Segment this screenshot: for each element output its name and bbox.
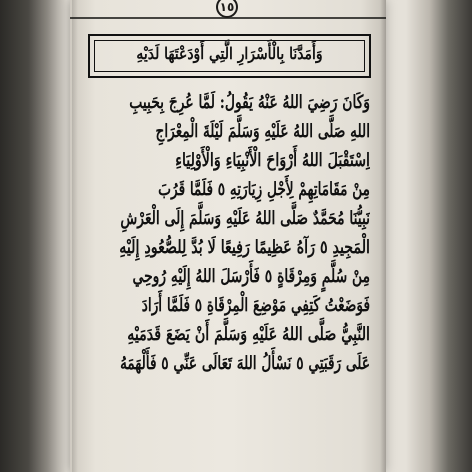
page-shadow-left (72, 0, 78, 472)
text-line-5: نَبِيُّنَا مُحَمَّدٌ صَلَّى اللهُ عَلَيْهِ وَسَلَّمَ إِلَى الْعَرْشِ (120, 208, 370, 229)
header-frame (88, 34, 371, 78)
text-line-4: مِنْ مَقَامَاتِهِمْ لِأَجْلِ زِيَارَتِهِ ٥ فَلَمَّا قَرُبَ (158, 179, 370, 200)
text-line-8: فَوَضَعْتُ كَتِفِي مَوْضِعَ الْمِرْقَاةِ ٥ فَلَمَّا أَرَادَ (141, 295, 370, 316)
text-line-7: مِنْ سُلَّمٍ وَمِرْقَاةٍ ٥ فَأَرْسَلَ اللهُ إِلَيْهِ رُوحِي (132, 266, 370, 287)
text-line-1: وَكَانَ رَضِيَ اللهُ عَنْهُ يَقُولُ: لَمَّا عُرِجَ بِحَبِيبِ (129, 92, 370, 113)
text-line-2: اللهِ صَلَّى اللهُ عَلَيْهِ وَسَلَّمَ لَيْلَةَ الْمِعْرَاجِ (155, 121, 370, 142)
header-text: وَأَمَدَّنَا بِالْأَسْرَارِ الَّتِي أَوْدَعْتَهَا لَدَيْهِ (136, 44, 323, 63)
text-line-3: اِسْتَقْبَلَ اللهُ أَرْوَاحَ الْأَنْبِيَاءِ وَالْأَوْلِيَاءِ (175, 150, 370, 171)
text-line-6: الْمَجِيدِ ٥ رَآهُ عَظِيمًا رَفِيعًا لَا بُدَّ لِلصُّعُودِ إِلَيْهِ (119, 237, 370, 258)
page-shadow-right (380, 0, 386, 472)
arabic-body-text (86, 88, 370, 470)
page-number: ١٥ (216, 0, 238, 18)
text-line-9: النَّبِيُّ صَلَّى اللهُ عَلَيْهِ وَسَلَّمَ أَنْ يَضَعَ قَدَمَيْهِ (127, 324, 370, 345)
text-line-10: عَلَى رَقَبَتِي ٥ نَسْأَلُ اللهَ تَعَالَى عَنِّي ٥ فَأَلْهَمَهُ (120, 353, 370, 374)
